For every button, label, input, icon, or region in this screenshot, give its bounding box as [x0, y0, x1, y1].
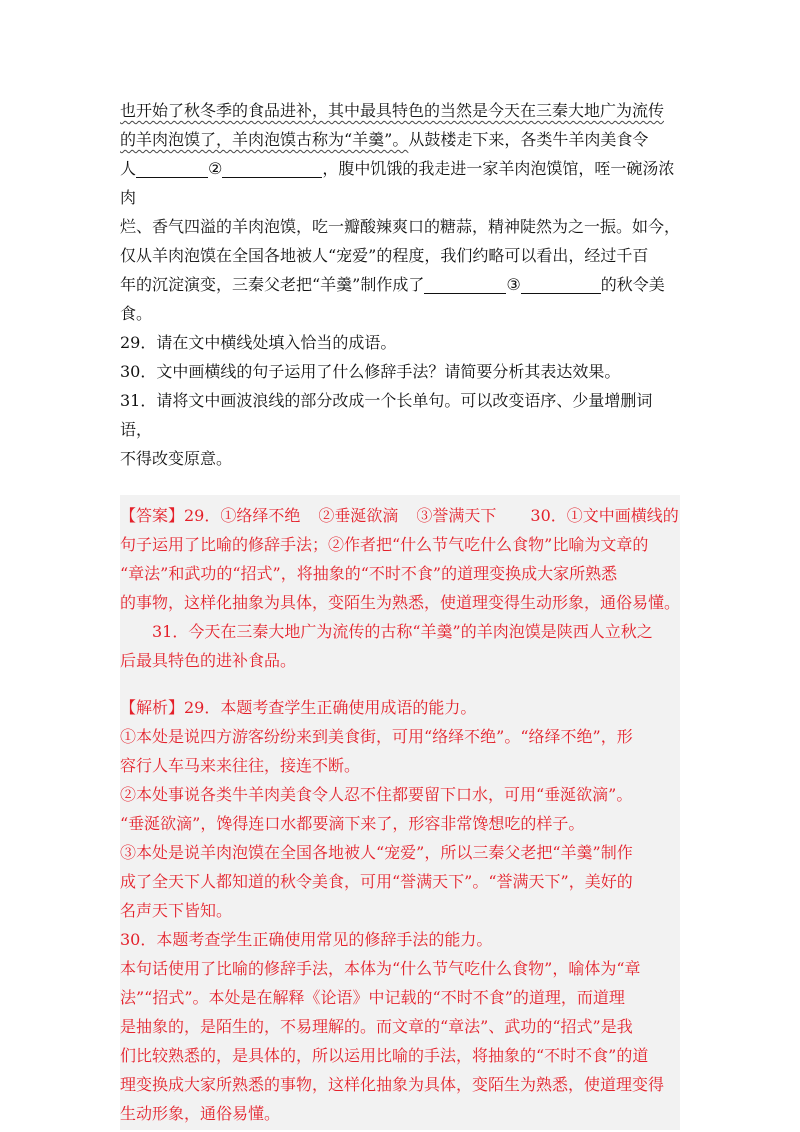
fill-blank-3-right[interactable] — [521, 275, 601, 294]
passage-line-4: 烂、香气四溢的羊肉泡馍，吃一瓣酸辣爽口的糖蒜，精神陡然为之一振。如今， — [120, 217, 681, 236]
passage-line-2: 的羊肉泡馍了，羊肉泡馍古称为“羊羹”。从鼓楼走下来，各类牛羊肉美食令 — [120, 130, 649, 149]
blank-marker-2: ② — [208, 159, 223, 178]
passage-line-1 — [120, 96, 680, 125]
question-29: 29．请在文中横线处填入恰当的成语。 — [120, 333, 397, 352]
question-30: 30．文中画横线的句子运用了什么修辞手法？请简要分析其表达效果。 — [120, 362, 621, 381]
reading-passage — [120, 96, 680, 328]
passage-line-3: 人 ② ，腹中饥饿的我走进一家羊肉泡馍馆，咥一碗汤浓肉 — [120, 159, 675, 207]
analysis-line-6: ③本处是说羊肉泡馍在全国各地被人“宠爱”，所以三秦父老把“羊羹”制作 — [120, 843, 633, 862]
answer-line-4: 的事物，这样化抽象为具体，变陌生为熟悉，使道理变得生动形象，通俗易懂。 — [120, 593, 681, 612]
analysis-line-1: 【解析】29．本题考查学生正确使用成语的能力。 — [120, 698, 477, 717]
passage-line-6: 年的沉淀演变，三秦父老把“羊羹”制作成了 ③ 的秋令美食。 — [120, 275, 665, 323]
analysis-line-12: 是抽象的，是陌生的，不易理解的。而文章的“章法”、武功的“招式”是我 — [120, 1017, 633, 1036]
analysis-line-3: 容行人车马来来往往，接连不断。 — [120, 756, 361, 775]
fill-blank-2-left[interactable] — [136, 159, 208, 178]
analysis-line-2: ①本处是说四方游客纷纷来到美食街，可用“络绎不绝”。“络绎不绝”，形 — [120, 727, 633, 746]
question-31-line-1: 31．请将文中画波浪线的部分改成一个长单句。可以改变语序、少量增删词语， — [120, 391, 653, 439]
analysis-line-15: 生动形象，通俗易懂。 — [120, 1104, 281, 1123]
analysis-line-11: 法”“招式”。本处是在解释《论语》中记载的“不时不食”的道理，而道理 — [120, 988, 625, 1007]
analysis-line-14: 理变换成大家所熟悉的事物，这样化抽象为具体，变陌生为熟悉，使道理变得 — [120, 1075, 665, 1094]
analysis-line-8: 名声天下皆知。 — [120, 901, 233, 920]
question-31-line-2: 不得改变原意。 — [120, 449, 233, 468]
analysis-line-7: 成了全天下人都知道的秋令美食，可用“誉满天下”。“誉满天下”，美好的 — [120, 872, 633, 891]
analysis-line-9: 30．本题考查学生正确使用常见的修辞手法的能力。 — [120, 930, 493, 949]
answer-analysis-box — [120, 495, 680, 1130]
questions — [120, 328, 680, 473]
wavy-underlined-text-end: 的羊肉泡馍了，羊肉泡馍古称为“羊羹”。 — [120, 130, 409, 149]
answer-line-2: 句子运用了比喻的修辞手法；②作者把“什么节气吃什么食物”比喻为文章的 — [120, 535, 649, 554]
fill-blank-3-left[interactable] — [424, 275, 506, 294]
wavy-underlined-text: 也开始了秋冬季的食品进补，其中最具特色的当然是今天在三秦大地广为流传 — [120, 101, 665, 120]
answer-line-3: “章法”和武功的“招式”，将抽象的“不时不食”的道理变换成大家所熟悉 — [120, 564, 618, 583]
blank-marker-3: ③ — [506, 275, 521, 294]
answer-line-5: 31．今天在三秦大地广为流传的古称“羊羹”的羊肉泡馍是陕西人立秋之 — [152, 622, 653, 641]
analysis-line-10: 本句话使用了比喻的修辞手法，本体为“什么节气吃什么食物”，喻体为“章 — [120, 959, 641, 978]
document-page — [120, 96, 680, 1130]
passage-line-5: 仅从羊肉泡馍在全国各地被人“宠爱”的程度，我们约略可以看出，经过千百 — [120, 246, 649, 265]
analysis-line-4: ②本处事说各类牛羊肉美食令人忍不住都要留下口水，可用“垂涎欲滴”。 — [120, 785, 633, 804]
analysis-line-5: “垂涎欲滴”，馋得连口水都要滴下来了，形容非常馋想吃的样子。 — [120, 814, 585, 833]
answer-line-1: 【答案】29．①络绎不绝 ②垂涎欲滴 ③誉满天下 30．①文中画横线的 — [120, 506, 679, 525]
analysis-line-13: 们比较熟悉的，是具体的，所以运用比喻的手法，将抽象的“不时不食”的道 — [120, 1046, 649, 1065]
fill-blank-2-right[interactable] — [222, 159, 322, 178]
answer-line-6: 后最具特色的进补食品。 — [120, 651, 297, 670]
